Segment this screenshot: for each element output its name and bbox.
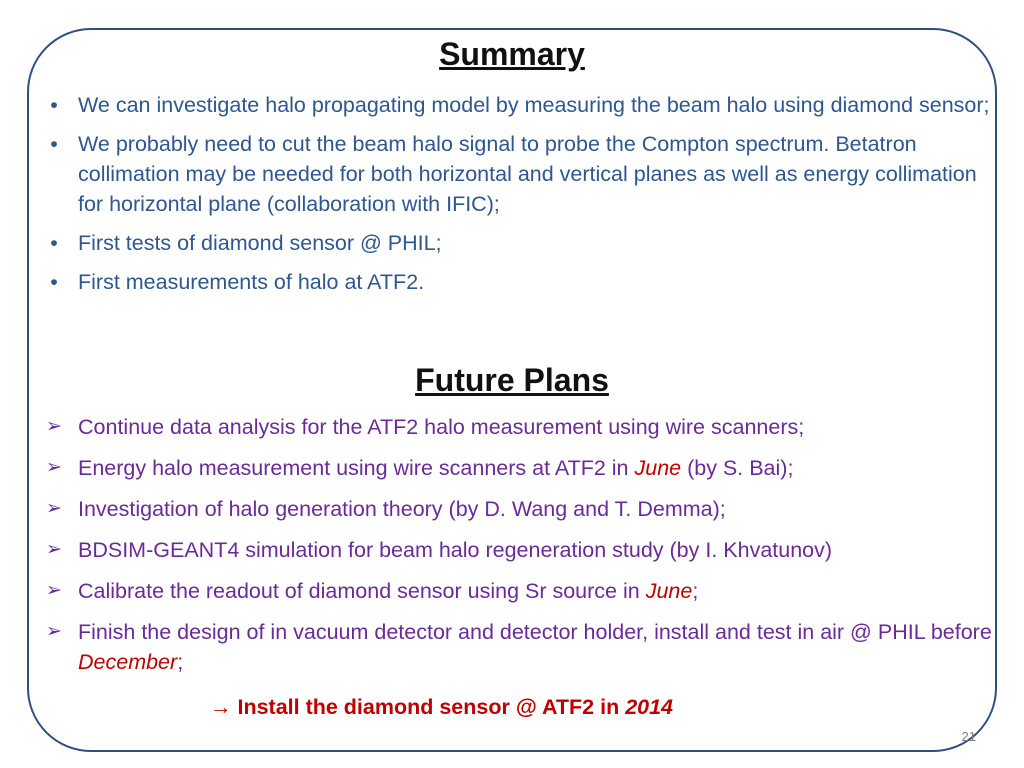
list-item <box>34 453 999 483</box>
future-plans-title: Future Plans <box>415 362 609 398</box>
arrow-bullet-icon: ➢ <box>46 416 62 437</box>
future-plans-list <box>34 412 999 688</box>
arrow-bullet-icon: ➢ <box>46 580 62 601</box>
plan-item-text: Energy halo measurement using wire scanners at ATF2 in <box>78 456 635 480</box>
arrow-bullet-icon: ➢ <box>46 498 62 519</box>
arrow-bullet-icon: ➢ <box>46 457 62 478</box>
summary-list <box>34 90 999 306</box>
plan-item-text: Finish the design of in vacuum detector and detector holder, install and test in air @ PHIL before <box>78 620 992 644</box>
bullet-dot-icon: • <box>50 93 58 117</box>
arrow-bullet-icon: ➢ <box>46 539 62 560</box>
list-item <box>34 494 999 524</box>
conclusion-line <box>210 692 673 722</box>
summary-item-text: First tests of diamond sensor @ PHIL; <box>78 231 442 255</box>
summary-item-text: We can investigate halo propagating model by measuring the beam halo using diamond sensor; <box>78 93 990 117</box>
plan-item-text: Calibrate the readout of diamond sensor using Sr source in <box>78 579 646 603</box>
list-item <box>34 617 999 677</box>
arrow-bullet-icon: ➢ <box>46 621 62 642</box>
page-number: 21 <box>961 729 976 744</box>
list-item <box>34 412 999 442</box>
plan-item-text: (by S. Bai); <box>681 456 794 480</box>
bullet-dot-icon: • <box>50 132 58 156</box>
plan-item-text: Continue data analysis for the ATF2 halo measurement using wire scanners; <box>78 415 805 439</box>
list-item <box>34 267 999 297</box>
plan-item-date: June <box>634 456 682 480</box>
plan-item-date: December <box>78 650 178 674</box>
conclusion-year: 2014 <box>625 695 674 719</box>
bullet-dot-icon: • <box>50 231 58 255</box>
list-item <box>34 576 999 606</box>
list-item <box>34 90 999 120</box>
plan-item-text: ; <box>177 650 184 674</box>
plan-item-text: Investigation of halo generation theory (by D. Wang and T. Demma); <box>78 497 726 521</box>
list-item <box>34 228 999 258</box>
list-item <box>34 535 999 565</box>
summary-title: Summary <box>439 36 585 72</box>
plan-item-text: BDSIM-GEANT4 simulation for beam halo regeneration study (by I. Khvatunov) <box>78 538 833 562</box>
conclusion-text: → Install the diamond sensor @ ATF2 in <box>210 695 626 719</box>
summary-item-text: First measurements of halo at ATF2. <box>78 270 425 294</box>
summary-item-text: We probably need to cut the beam halo signal to probe the Compton spectrum. Betatron collimation may be needed for both horizontal and vertical planes as well as energy collimation for horizontal plane (collaboration with IFIC); <box>78 132 977 216</box>
plan-item-date: June <box>645 579 693 603</box>
list-item <box>34 129 999 219</box>
bullet-dot-icon: • <box>50 270 58 294</box>
plan-item-text: ; <box>692 579 699 603</box>
